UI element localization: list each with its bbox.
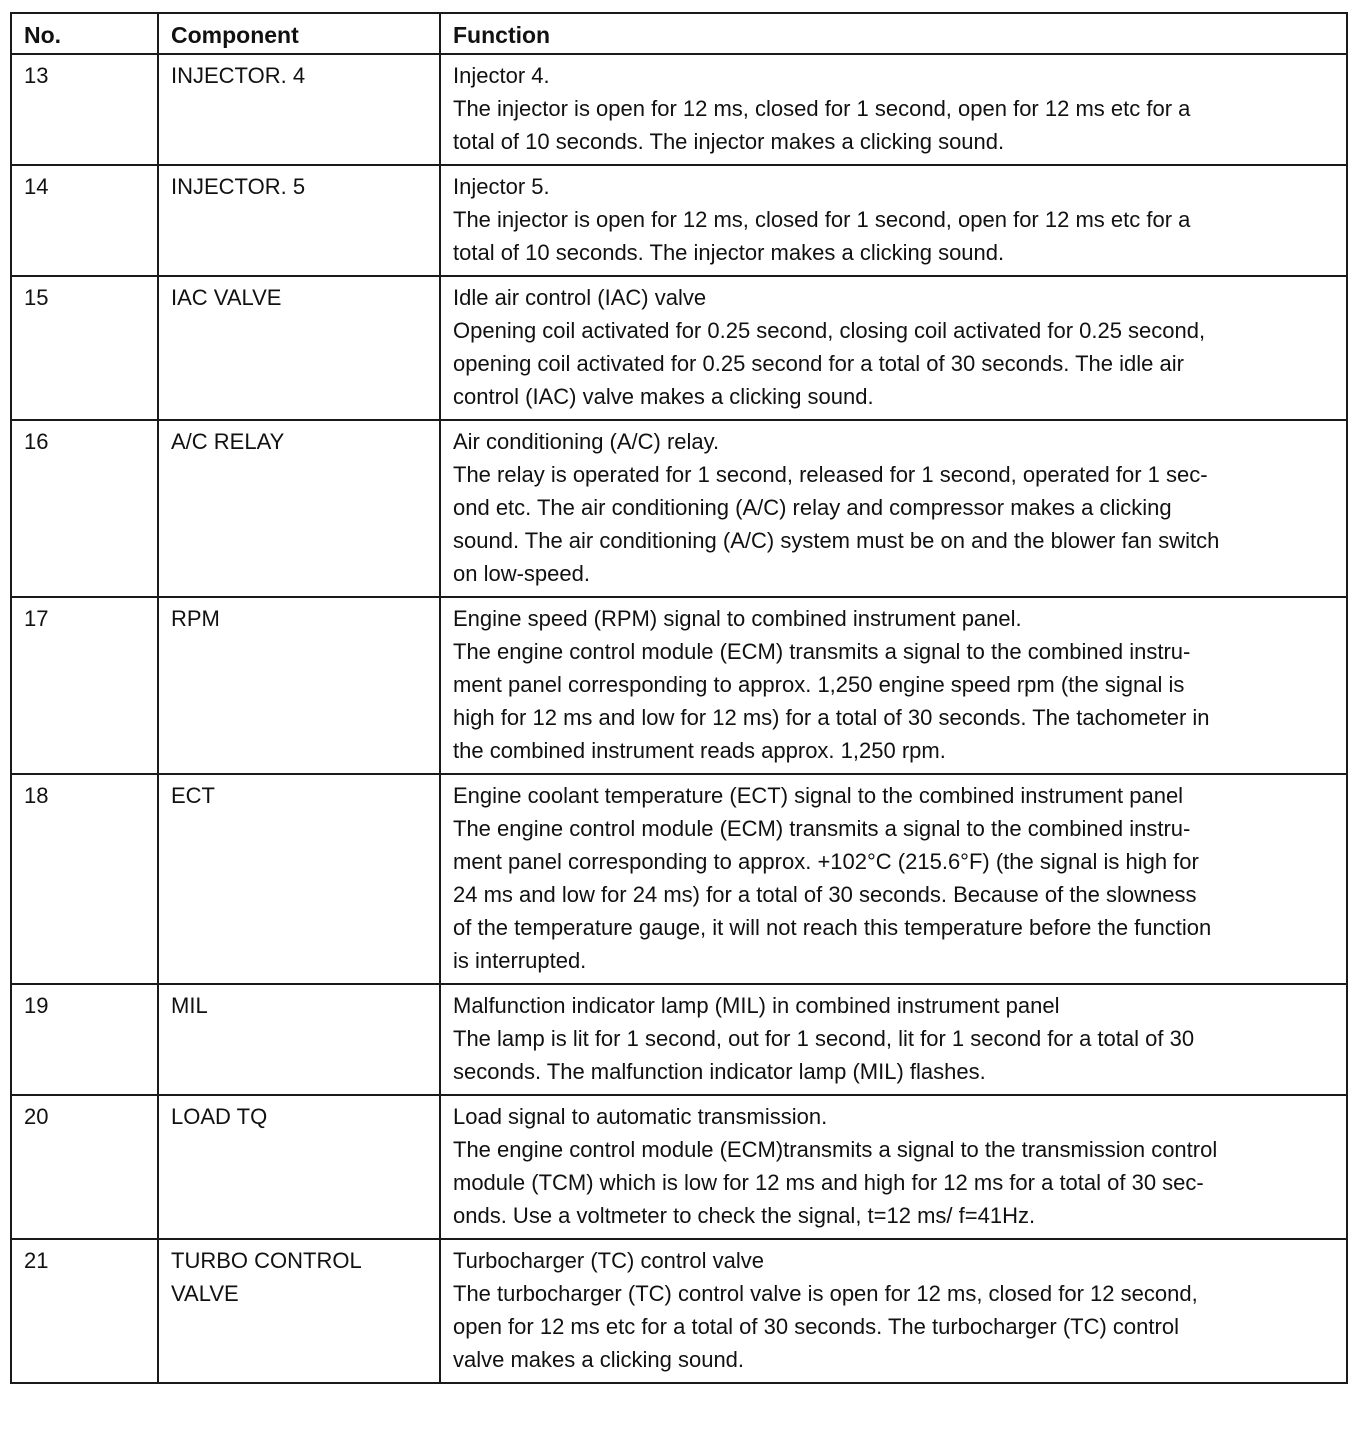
table-row: [11, 420, 1347, 597]
component-line: VALVE: [171, 1281, 239, 1306]
row-number: 20: [11, 1095, 158, 1239]
component-cell: [158, 597, 440, 774]
function-cell: [440, 1095, 1347, 1239]
component-line: A/C RELAY: [171, 429, 285, 454]
component-line: ECT: [171, 783, 215, 808]
function-description-line: onds. Use a voltmeter to check the signal, t=12 ms/ f=41Hz.: [453, 1203, 1036, 1228]
function-cell: [440, 165, 1347, 276]
function-title-line: Load signal to automatic transmission.: [453, 1104, 828, 1129]
function-description-line: opening coil activated for 0.25 second for a total of 30 seconds. The idle air: [453, 351, 1184, 376]
function-description-line: Opening coil activated for 0.25 second, closing coil activated for 0.25 second,: [453, 318, 1206, 343]
function-description-line: is interrupted.: [453, 948, 587, 973]
component-cell: [158, 1239, 440, 1383]
function-title-line: Malfunction indicator lamp (MIL) in combined instrument panel: [453, 993, 1060, 1018]
header-row: [11, 13, 1347, 54]
row-number: 21: [11, 1239, 158, 1383]
row-number: 15: [11, 276, 158, 420]
component-cell: [158, 165, 440, 276]
table-row: [11, 165, 1347, 276]
function-description-line: The turbocharger (TC) control valve is open for 12 ms, closed for 12 second,: [453, 1281, 1198, 1306]
component-cell: [158, 276, 440, 420]
function-description-line: ment panel corresponding to approx. 1,250 engine speed rpm (the signal is: [453, 672, 1185, 697]
row-number: 14: [11, 165, 158, 276]
function-description-line: total of 10 seconds. The injector makes a clicking sound.: [453, 240, 1005, 265]
component-line: IAC VALVE: [171, 285, 282, 310]
function-title-line: Air conditioning (A/C) relay.: [453, 429, 720, 454]
function-description-line: of the temperature gauge, it will not reach this temperature before the function: [453, 915, 1212, 940]
component-line: LOAD TQ: [171, 1104, 268, 1129]
header-no: No.: [11, 13, 158, 54]
function-cell: [440, 984, 1347, 1095]
component-cell: [158, 1095, 440, 1239]
function-description-line: 24 ms and low for 24 ms) for a total of 30 seconds. Because of the slowness: [453, 882, 1197, 907]
function-description-line: high for 12 ms and low for 12 ms) for a total of 30 seconds. The tachometer in: [453, 705, 1210, 730]
table-row: [11, 597, 1347, 774]
function-title-line: Engine coolant temperature (ECT) signal to the combined instrument panel: [453, 783, 1184, 808]
component-function-table: [10, 12, 1348, 1384]
function-cell: [440, 420, 1347, 597]
function-cell: [440, 54, 1347, 165]
row-number: 18: [11, 774, 158, 984]
function-description-line: The engine control module (ECM)transmits a signal to the transmission control: [453, 1137, 1218, 1162]
component-line: TURBO CONTROL: [171, 1248, 362, 1273]
function-title-line: Engine speed (RPM) signal to combined instrument panel.: [453, 606, 1022, 631]
function-description-line: The engine control module (ECM) transmits a signal to the combined instru-: [453, 816, 1191, 841]
function-title-line: Idle air control (IAC) valve: [453, 285, 707, 310]
component-cell: [158, 984, 440, 1095]
function-description-line: The relay is operated for 1 second, released for 1 second, operated for 1 sec-: [453, 462, 1208, 487]
function-table-sheet: [10, 12, 1346, 1384]
component-line: RPM: [171, 606, 220, 631]
component-cell: [158, 420, 440, 597]
row-number: 16: [11, 420, 158, 597]
header-function: Function: [440, 13, 1347, 54]
function-description-line: total of 10 seconds. The injector makes a clicking sound.: [453, 129, 1005, 154]
function-description-line: ond etc. The air conditioning (A/C) relay and compressor makes a clicking: [453, 495, 1172, 520]
function-title-line: Turbocharger (TC) control valve: [453, 1248, 764, 1273]
function-cell: [440, 1239, 1347, 1383]
function-cell: [440, 774, 1347, 984]
function-description-line: The injector is open for 12 ms, closed for 1 second, open for 12 ms etc for a: [453, 207, 1191, 232]
component-cell: [158, 54, 440, 165]
table-row: [11, 774, 1347, 984]
function-description-line: module (TCM) which is low for 12 ms and high for 12 ms for a total of 30 sec-: [453, 1170, 1204, 1195]
table-row: [11, 54, 1347, 165]
function-cell: [440, 276, 1347, 420]
function-description-line: control (IAC) valve makes a clicking sound.: [453, 384, 874, 409]
function-description-line: sound. The air conditioning (A/C) system must be on and the blower fan switch: [453, 528, 1220, 553]
function-description-line: valve makes a clicking sound.: [453, 1347, 745, 1372]
function-description-line: on low-speed.: [453, 561, 590, 586]
function-description-line: The lamp is lit for 1 second, out for 1 second, lit for 1 second for a total of 30: [453, 1026, 1195, 1051]
function-title-line: Injector 5.: [453, 174, 550, 199]
function-title-line: Injector 4.: [453, 63, 550, 88]
component-line: MIL: [171, 993, 208, 1018]
table-row: [11, 984, 1347, 1095]
header-component: Component: [158, 13, 440, 54]
row-number: 13: [11, 54, 158, 165]
component-cell: [158, 774, 440, 984]
function-description-line: open for 12 ms etc for a total of 30 seconds. The turbocharger (TC) control: [453, 1314, 1179, 1339]
component-line: INJECTOR. 4: [171, 63, 306, 88]
function-description-line: The engine control module (ECM) transmits a signal to the combined instru-: [453, 639, 1191, 664]
component-line: INJECTOR. 5: [171, 174, 306, 199]
table-row: [11, 1095, 1347, 1239]
table-row: [11, 276, 1347, 420]
row-number: 19: [11, 984, 158, 1095]
function-description-line: seconds. The malfunction indicator lamp (MIL) flashes.: [453, 1059, 986, 1084]
function-description-line: The injector is open for 12 ms, closed for 1 second, open for 12 ms etc for a: [453, 96, 1191, 121]
function-description-line: the combined instrument reads approx. 1,250 rpm.: [453, 738, 946, 763]
table-row: [11, 1239, 1347, 1383]
row-number: 17: [11, 597, 158, 774]
function-description-line: ment panel corresponding to approx. +102°C (215.6°F) (the signal is high for: [453, 849, 1199, 874]
function-cell: [440, 597, 1347, 774]
